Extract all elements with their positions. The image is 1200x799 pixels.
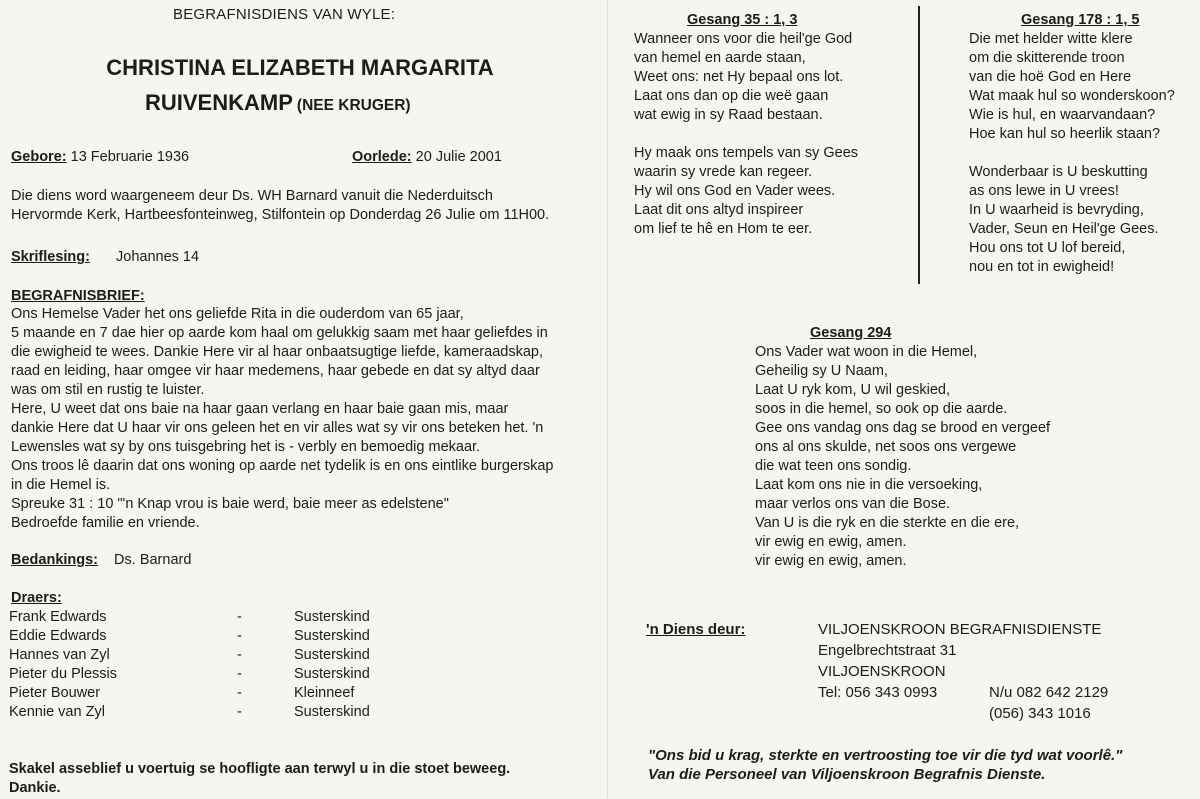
- hymn-line: Weet ons: net Hy bepaal ons lot.: [634, 69, 844, 86]
- hymn-line: vir ewig en ewig, amen.: [755, 553, 907, 570]
- hymn-line: vir ewig en ewig, amen.: [755, 534, 907, 551]
- hymn-line: om lief te hê en Hom te eer.: [634, 221, 813, 238]
- hymn-line: Laat kom ons nie in die versoeking,: [755, 477, 983, 494]
- hymn-line: wat ewig in sy Raad bestaan.: [634, 107, 823, 124]
- undertaker-after-hours: N/u 082 642 2129: [989, 684, 1109, 701]
- bearer-dash: -: [237, 666, 242, 682]
- letter-line: Spreuke 31 : 10 "'n Knap vrou is baie werd, baie meer as edelstene": [11, 496, 449, 512]
- surname: RUIVENKAMP: [145, 90, 293, 115]
- hymn-line: om die skitterende troon: [969, 50, 1125, 67]
- bearer-dash: -: [237, 685, 242, 701]
- undertaker-tel: Tel: 056 343 0993: [818, 684, 938, 701]
- bearer-relation: Susterskind: [294, 666, 370, 682]
- undertaker-street: Engelbrechtstraat 31: [818, 642, 957, 659]
- closing-line: Dankie.: [9, 780, 61, 796]
- service-line: Die diens word waargeneem deur Ds. WH Barnard vanuit die Nederduitsch: [11, 188, 493, 204]
- hymn-line: Van U is die ryk en die sterkte en die ere,: [755, 515, 1020, 532]
- letter-line: Bedroefde familie en vriende.: [11, 515, 200, 531]
- died-label: Oorlede:: [352, 149, 412, 165]
- hymn-line: soos in die hemel, so ook op die aarde.: [755, 401, 1008, 418]
- hymn-35-title: Gesang 35 : 1, 3: [687, 12, 798, 28]
- hymn-line: Die met helder witte klere: [969, 31, 1133, 48]
- bearer-relation: Kleinneef: [294, 685, 355, 701]
- hymn-35: [634, 11, 858, 239]
- bearers-label: Draers:: [11, 590, 62, 606]
- letter-line: in die Hemel is.: [11, 477, 111, 493]
- born-label: Gebore:: [11, 149, 67, 165]
- hymn-line: ons al ons skulde, net soos ons vergewe: [755, 439, 1017, 456]
- thanks-value: Ds. Barnard: [114, 552, 192, 568]
- hymn-178: [969, 11, 1175, 277]
- column-divider: [918, 6, 920, 284]
- bearer-dash: -: [237, 704, 242, 720]
- bearer-name: Frank Edwards: [9, 609, 107, 625]
- bearer-relation: Susterskind: [294, 704, 370, 720]
- reading-row: [11, 248, 199, 267]
- hymn-line: Hoe kan hul so heerlik staan?: [969, 126, 1161, 143]
- bearer-dash: -: [237, 647, 242, 663]
- hymn-line: Wie is hul, en waarvandaan?: [969, 107, 1156, 124]
- hymn-line: Vader, Seun en Heil'ge Gees.: [969, 221, 1159, 238]
- undertaker-town: VILJOENSKROON: [818, 663, 946, 680]
- page-fold: [607, 0, 608, 799]
- reading-label: Skriflesing:: [11, 249, 90, 265]
- hymn-line: as ons lewe in U vrees!: [969, 183, 1119, 200]
- hymn-line: Ons Vader wat woon in die Hemel,: [755, 344, 978, 361]
- hymn-line: waarin sy vrede kan regeer.: [634, 164, 813, 181]
- service-line: Hervormde Kerk, Hartbeesfonteinweg, Stilfontein op Donderdag 26 Julie om 11H00.: [11, 207, 550, 223]
- letter-line: 5 maande en 7 dae hier op aarde kom haal om gelukkig saam met haar geliefdes in: [11, 325, 548, 341]
- hymn-line: Wanneer ons voor die heil'ge God: [634, 31, 853, 48]
- hymn-line: nou en tot in ewigheid!: [969, 259, 1115, 276]
- service-by-label: 'n Diens deur:: [646, 621, 746, 638]
- letter-label: BEGRAFNISBRIEF:: [11, 288, 145, 304]
- deceased-name-line2: [145, 90, 411, 116]
- funeral-header: BEGRAFNISDIENS VAN WYLE:: [173, 6, 396, 23]
- bearer-relation: Susterskind: [294, 647, 370, 663]
- bearer-name: Pieter Bouwer: [9, 685, 101, 701]
- bearer-name: Eddie Edwards: [9, 628, 107, 644]
- bearer-dash: -: [237, 609, 242, 625]
- funeral-letter: [11, 305, 553, 533]
- hymn-line: Geheilig sy U Naam,: [755, 363, 888, 380]
- hymn-line: maar verlos ons van die Bose.: [755, 496, 951, 513]
- thanks-label: Bedankings:: [11, 552, 99, 568]
- letter-line: Ons Hemelse Vader het ons geliefde Rita in die ouderdom van 65 jaar,: [11, 306, 464, 322]
- closing-note: [9, 760, 510, 798]
- hymn-line: Wat maak hul so wonderskoon?: [969, 88, 1175, 105]
- hymn-line: Laat ons dan op die weë gaan: [634, 88, 829, 105]
- bearer-name: Hannes van Zyl: [9, 647, 110, 663]
- hymn-294-title: Gesang 294: [810, 325, 892, 341]
- letter-line: Ons troos lê daarin dat ons woning op aarde net tydelik is en ons eintlike burgerskap: [11, 458, 554, 474]
- letter-line: raad en leiding, haar omgee vir haar medemens, haar gebede en dat sy altyd daar: [11, 363, 540, 379]
- closing-line: Skakel asseblief u voertuig se hoofligte aan terwyl u in die stoet beweeg.: [9, 761, 511, 777]
- hymn-line: Gee ons vandag ons dag se brood en vergeef: [755, 420, 1051, 437]
- hymn-line: die wat teen ons sondig.: [755, 458, 912, 475]
- hymn-line: Laat U ryk kom, U wil geskied,: [755, 382, 951, 399]
- reading-value: Johannes 14: [116, 249, 200, 265]
- deceased-name-line1: CHRISTINA ELIZABETH MARGARITA: [106, 55, 494, 80]
- thanks-row: [11, 551, 191, 570]
- died-row: [352, 148, 502, 167]
- bearer-relation: Susterskind: [294, 609, 370, 625]
- letter-line: Lewensles wat sy by ons tuisgebring het is - verbly en bemoedig mekaar.: [11, 439, 481, 455]
- maiden-name: (NEE KRUGER): [296, 97, 411, 114]
- quote-line: "Ons bid u krag, sterkte en vertroosting toe vir die tyd wat voorlê.": [648, 747, 1123, 764]
- bearer-dash: -: [237, 628, 242, 644]
- letter-line: die ewigheid te wees. Dankie Here vir al haar onbaatsugtige liefde, kameraadskap,: [11, 344, 543, 360]
- born-row: [11, 148, 189, 167]
- hymn-line: van die hoë God en Here: [969, 69, 1132, 86]
- service-notice: [11, 187, 549, 225]
- hymn-line: Hy wil ons God en Vader wees.: [634, 183, 836, 200]
- condolence-quote: [648, 746, 1122, 784]
- hymn-line: Laat dit ons altyd inspireer: [634, 202, 804, 219]
- bearer-name: Kennie van Zyl: [9, 704, 105, 720]
- bearer-relation: Susterskind: [294, 628, 370, 644]
- bearer-name: Pieter du Plessis: [9, 666, 117, 682]
- hymn-line: In U waarheid is bevryding,: [969, 202, 1144, 219]
- letter-line: Here, U weet dat ons baie na haar gaan verlang en haar baie gaan mis, maar: [11, 401, 509, 417]
- hymn-294: [755, 324, 1050, 571]
- letter-line: dankie Here dat U haar vir ons geleen het en vir alles wat sy vir ons beteken het. 'n: [11, 420, 544, 436]
- hymn-line: Hou ons tot U lof bereid,: [969, 240, 1126, 257]
- quote-line: Van die Personeel van Viljoenskroon Begrafnis Dienste.: [648, 766, 1046, 783]
- hymn-line: Hy maak ons tempels van sy Gees: [634, 145, 859, 162]
- died-value: 20 Julie 2001: [415, 149, 502, 165]
- hymn-178-title: Gesang 178 : 1, 5: [1021, 12, 1140, 28]
- undertaker-name: VILJOENSKROON BEGRAFNISDIENSTE: [818, 621, 1102, 638]
- undertaker-alt-phone: (056) 343 1016: [989, 705, 1091, 722]
- hymn-line: van hemel en aarde staan,: [634, 50, 806, 67]
- hymn-line: Wonderbaar is U beskutting: [969, 164, 1148, 181]
- born-value: 13 Februarie 1936: [70, 149, 190, 165]
- letter-line: was om stil en rustig te luister.: [11, 382, 205, 398]
